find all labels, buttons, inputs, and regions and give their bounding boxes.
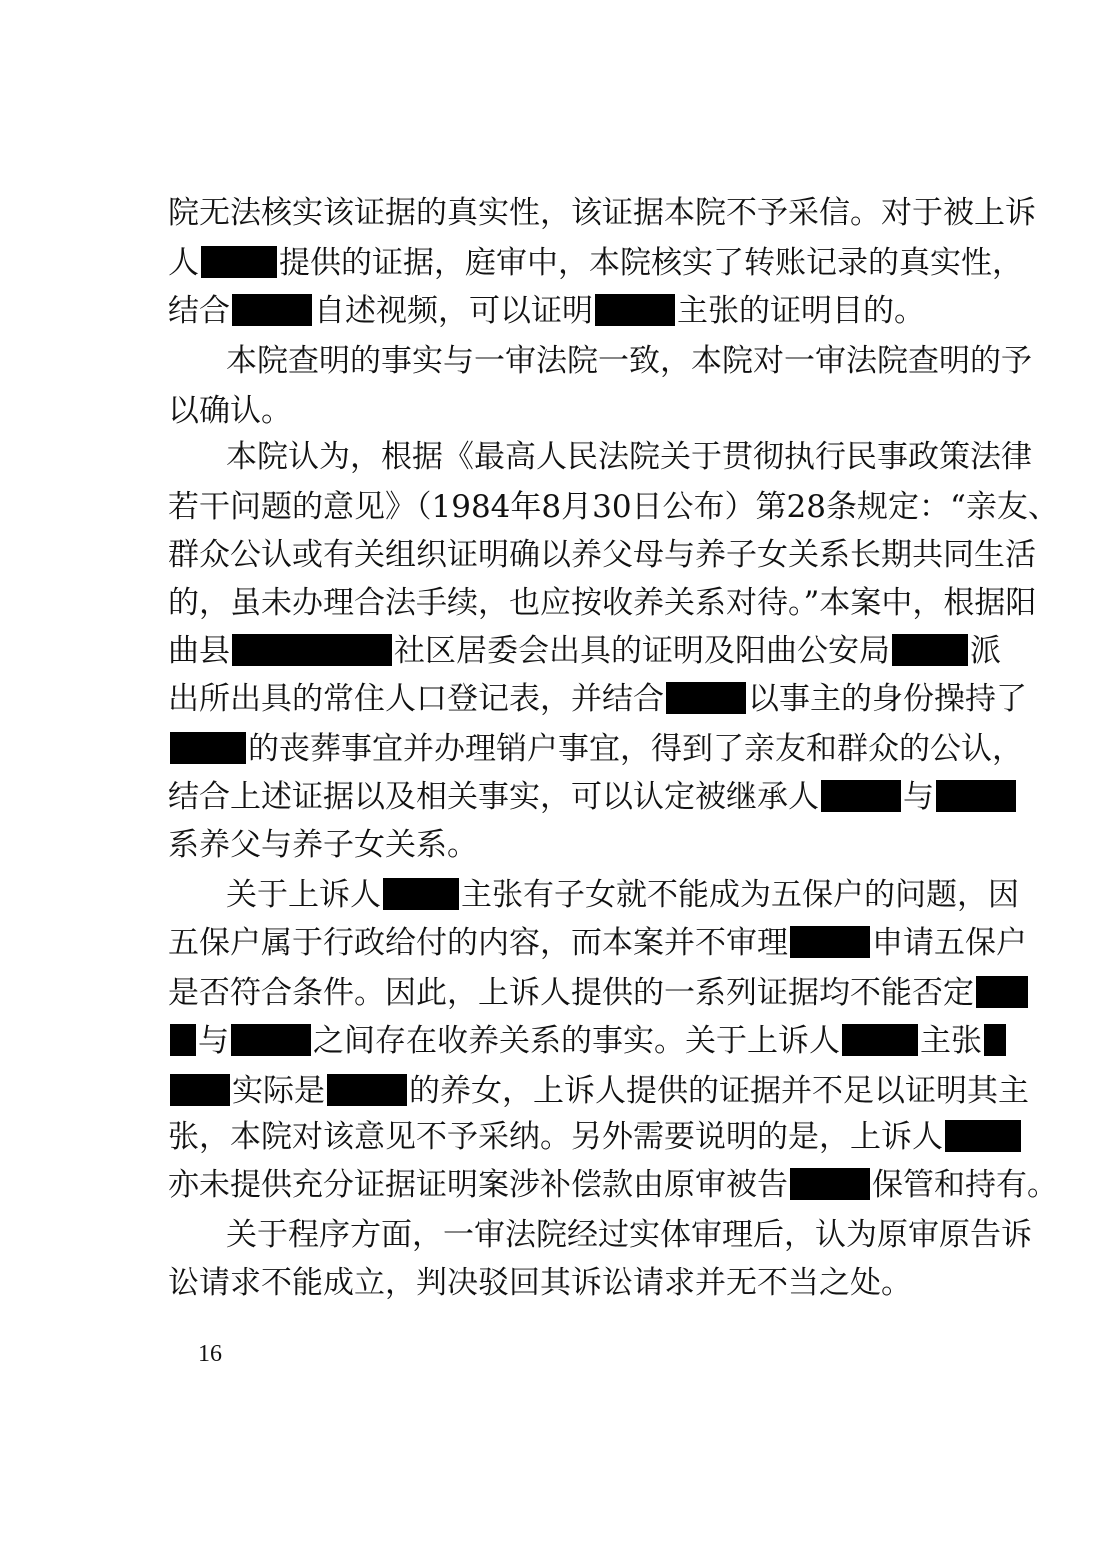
text-line: 关于上诉人 主张有子女就不能成为五保户的问题，因 — [226, 877, 1019, 913]
text-line: 出所出具的常住人口登记表，并结合 以事主的身份操持了 — [168, 681, 1027, 717]
text-line: 讼请求不能成立，判决驳回其诉讼请求并无不当之处。 — [168, 1265, 912, 1301]
redaction-block — [666, 682, 746, 714]
redaction-block — [790, 1168, 870, 1200]
redaction-block — [790, 926, 870, 958]
redaction-block — [984, 1024, 1006, 1056]
redaction-block — [892, 634, 968, 666]
text-line: 的，虽未办理合法手续，也应按收养关系对待。”本案中，根据阳 — [168, 585, 1037, 621]
text-line: 结合 自述视频，可以证明 主张的证明目的。 — [168, 293, 925, 329]
text-line: 张，本院对该意见不予采纳。另外需要说明的是，上诉人 — [168, 1117, 1023, 1157]
redaction-block — [232, 634, 392, 666]
text-line: 院无法核实该证据的真实性，该证据本院不予采信。对于被上诉 — [168, 195, 1036, 231]
text-line: 以确认。 — [168, 393, 292, 429]
text-line: 关于程序方面，一审法院经过实体审理后，认为原审原告诉 — [226, 1217, 1032, 1253]
redaction-block — [945, 1120, 1021, 1152]
redaction-block — [936, 780, 1016, 812]
text-line: 与 之间存在收养关系的事实。关于上诉人 主张 — [168, 1021, 1008, 1061]
redaction-block — [383, 878, 459, 910]
redaction-block — [327, 1074, 407, 1106]
page-number: 16 — [198, 1341, 222, 1367]
redaction-block — [170, 1074, 230, 1106]
redaction-block — [170, 1024, 196, 1056]
text-line: 结合上述证据以及相关事实，可以认定被继承人 与 — [168, 777, 1018, 817]
text-line: 若干问题的意见》（1984年8月30日公布）第28条规定：“亲友、 — [168, 489, 1059, 525]
text-line: 实际是 的养女，上诉人提供的证据并不足以证明其主 — [168, 1071, 1029, 1111]
redaction-block — [976, 976, 1028, 1008]
text-line: 系养父与养子女关系。 — [168, 827, 478, 863]
redaction-block — [170, 732, 246, 764]
redaction-block — [231, 1024, 311, 1056]
text-line: 是否符合条件。因此，上诉人提供的一系列证据均不能否定 — [168, 973, 1030, 1013]
text-line: 五保户属于行政给付的内容，而本案并不审理 申请五保户 — [168, 925, 1027, 961]
text-line: 亦未提供充分证据证明案涉补偿款由原审被告 保管和持有。 — [168, 1167, 1058, 1203]
text-line: 的丧葬事宜并办理销户事宜，得到了亲友和群众的公认， — [168, 729, 1023, 769]
redaction-block — [595, 294, 675, 326]
text-line: 本院认为，根据《最高人民法院关于贯彻执行民事政策法律 — [226, 439, 1032, 475]
redaction-block — [201, 246, 277, 278]
redaction-block — [232, 294, 312, 326]
text-line: 曲县 社区居委会出具的证明及阳曲公安局 派 — [168, 633, 1001, 669]
text-line: 人 提供的证据，庭审中，本院核实了转账记录的真实性， — [168, 245, 1023, 281]
redaction-block — [821, 780, 901, 812]
text-line: 本院查明的事实与一审法院一致，本院对一审法院查明的予 — [226, 343, 1032, 379]
redaction-block — [842, 1024, 918, 1056]
text-line: 群众公认或有关组织证明确以养父母与养子女关系长期共同生活 — [168, 537, 1036, 573]
